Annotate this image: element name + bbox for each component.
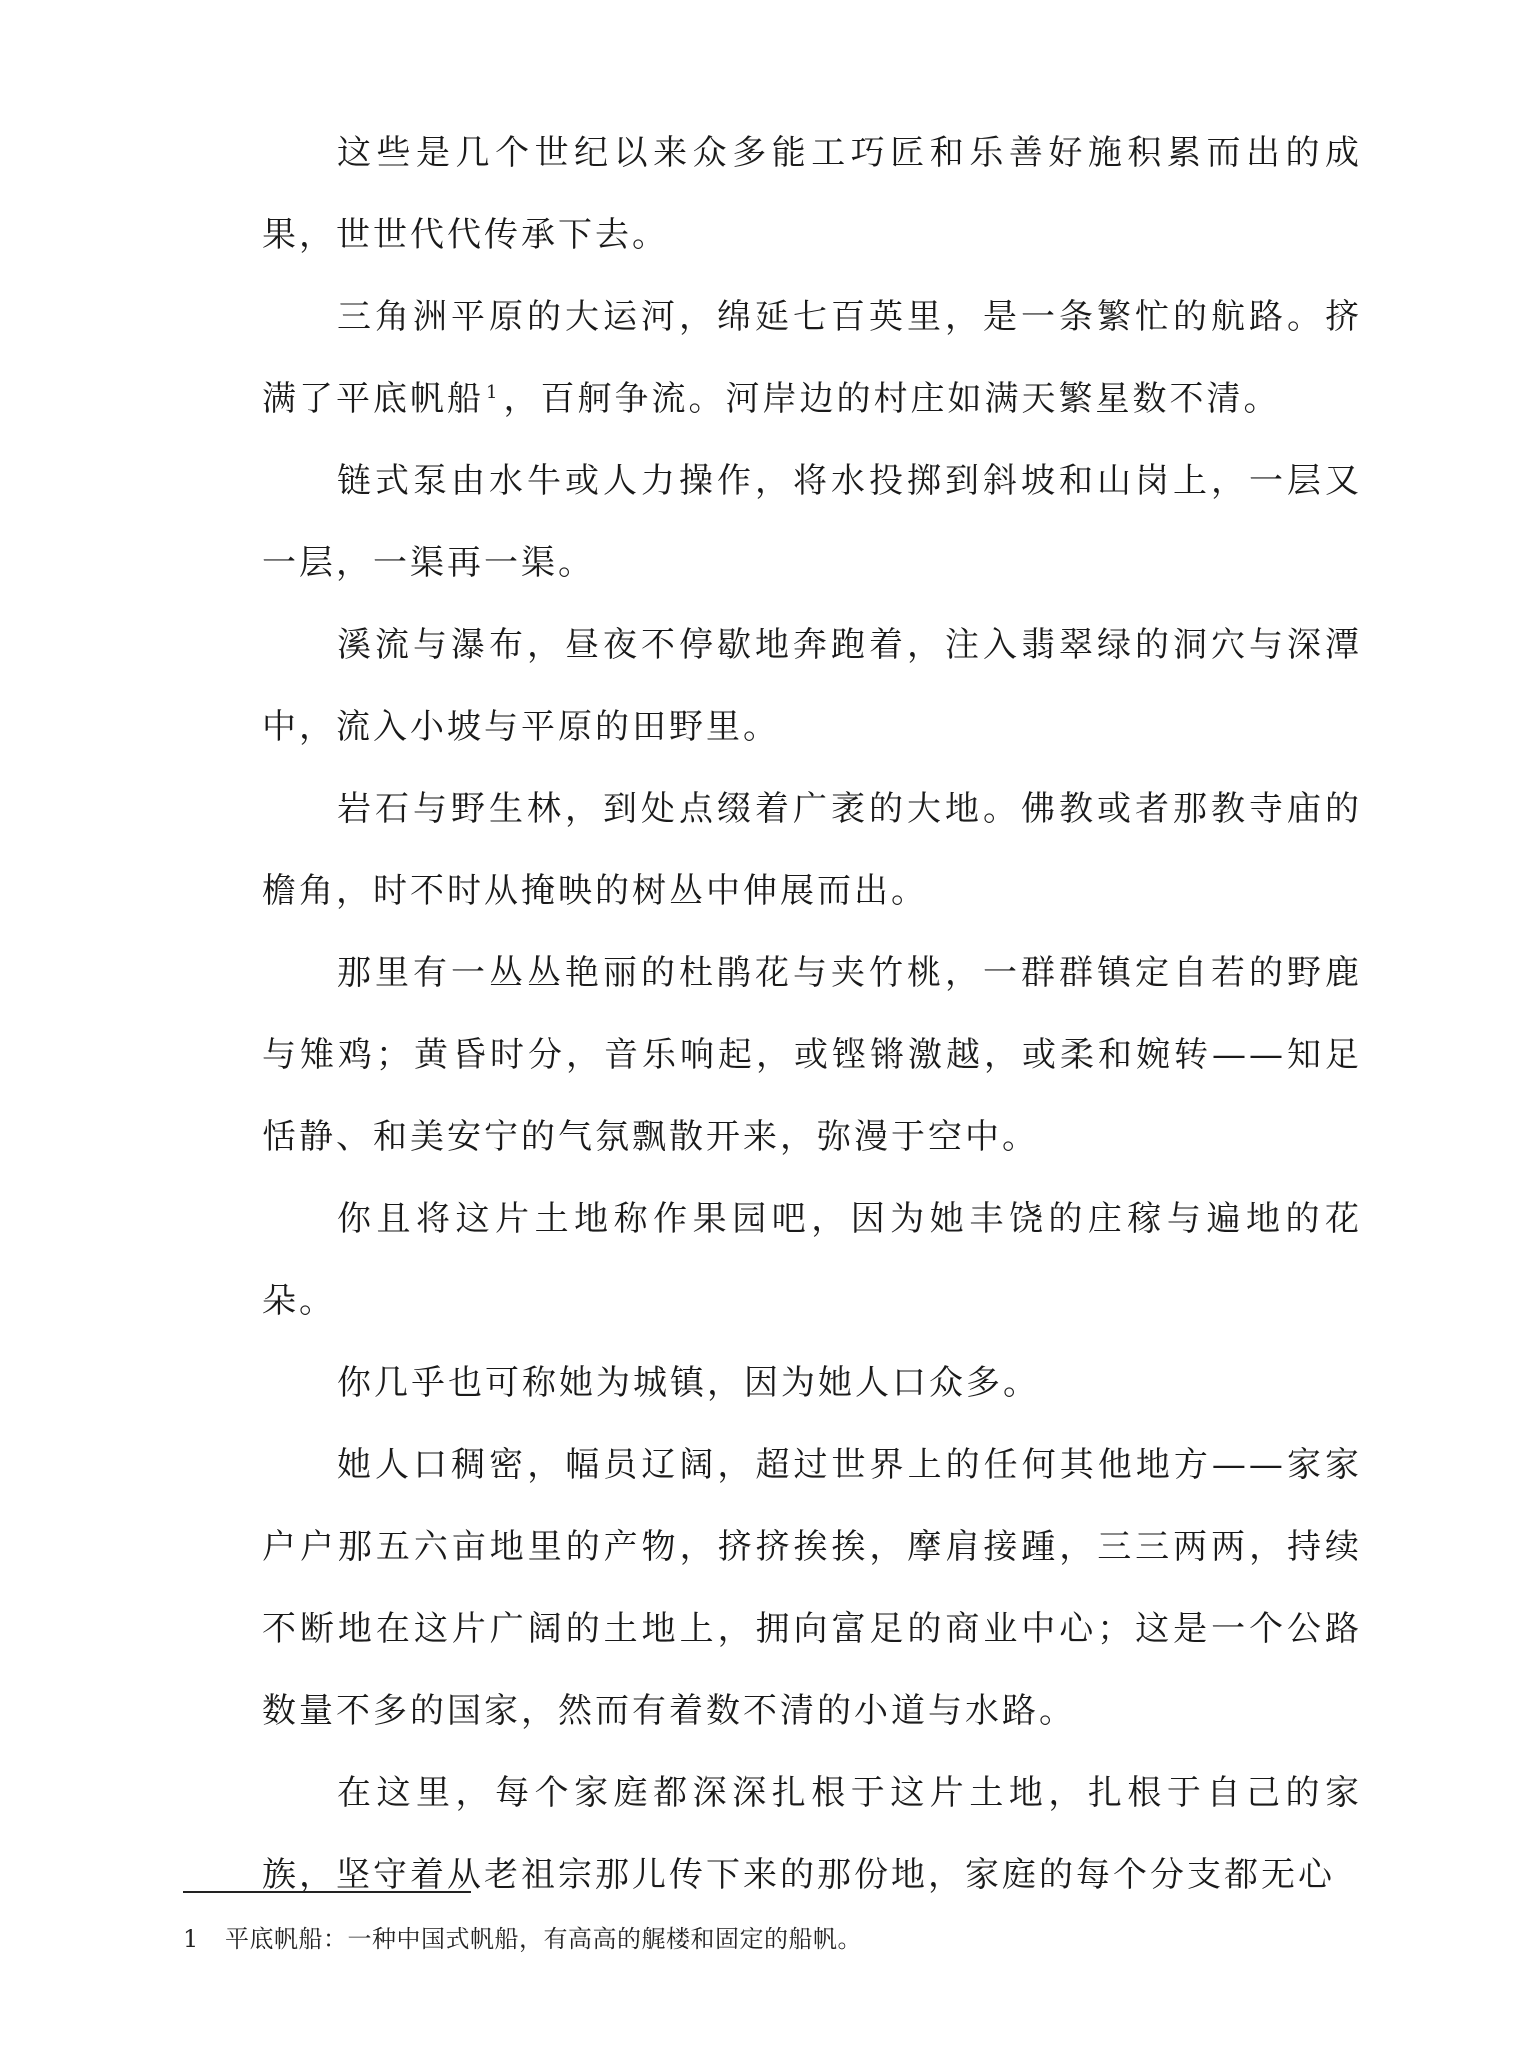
footnote-divider <box>183 1891 471 1893</box>
footnote-text: 平底帆船：一种中国式帆船，有高高的艉楼和固定的船帆。 <box>225 1925 862 1953</box>
paragraph-3: 链式泵由水牛或人力操作，将水投掷到斜坡和山岗上，一层又一层，一渠再一渠。 <box>262 461 1362 583</box>
paragraph-2-text-after: ，百舸争流。河岸边的村庄如满天繁星数不清。 <box>503 379 1281 419</box>
body-text <box>262 112 1362 1916</box>
paragraph-2 <box>262 276 1362 440</box>
paragraph-9: 她人口稠密，幅员辽阔，超过世界上的任何其他地方——家家户户那五六亩地里的产物，挤挤挨挨，摩肩接踵，三三两两，持续不断地在这片广阔的土地上，拥向富足的商业中心；这是一个公路数量不多的国家，然而有着数不清的小道与水路。 <box>262 1445 1362 1731</box>
paragraph-8: 你几乎也可称她为城镇，因为她人口众多。 <box>337 1363 1040 1403</box>
footnote <box>183 1921 1333 1957</box>
footnote-number: 1 <box>183 1925 199 1953</box>
paragraph-5: 岩石与野生林，到处点缀着广袤的大地。佛教或者那教寺庙的檐角，时不时从掩映的树丛中伸展而出。 <box>262 789 1362 911</box>
footnote-reference: 1 <box>486 381 498 403</box>
paragraph-2-text-before: 三角洲平原的大运河，绵延七百英里，是一条繁忙的航路。挤满了平底帆船 <box>262 297 1362 419</box>
paragraph-1: 这些是几个世纪以来众多能工巧匠和乐善好施积累而出的成果，世世代代传承下去。 <box>262 133 1362 255</box>
paragraph-4: 溪流与瀑布，昼夜不停歇地奔跑着，注入翡翠绿的洞穴与深潭中，流入小坡与平原的田野里。 <box>262 625 1362 747</box>
paragraph-6: 那里有一丛丛艳丽的杜鹃花与夹竹桃，一群群镇定自若的野鹿与雉鸡；黄昏时分，音乐响起，或铿锵激越，或柔和婉转——知足恬静、和美安宁的气氛飘散开来，弥漫于空中。 <box>262 953 1362 1157</box>
paragraph-10: 在这里，每个家庭都深深扎根于这片土地，扎根于自己的家族，坚守着从老祖宗那儿传下来的那份地，家庭的每个分支都无心 <box>262 1773 1362 1895</box>
paragraph-7: 你且将这片土地称作果园吧，因为她丰饶的庄稼与遍地的花朵。 <box>262 1199 1362 1321</box>
